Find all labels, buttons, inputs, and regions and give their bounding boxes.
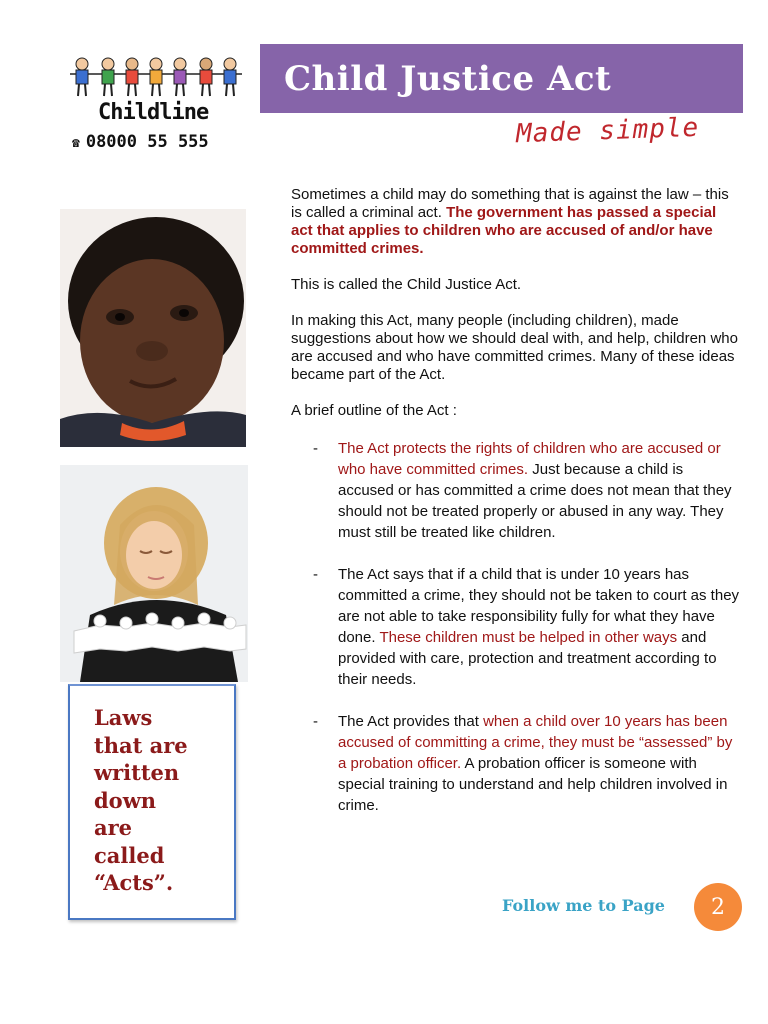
list-dash: - [313, 440, 318, 457]
suggestions-paragraph: In making this Act, many people (including children), made suggestions about how we should deal with, and help, children who are accused and who have committed crimes. Many of these ideas became part of the Act. [291, 312, 738, 383]
list-item-highlight: These children must be helped in other ways [379, 629, 678, 646]
page-title: Child Justice Act [284, 58, 612, 99]
body-content [291, 186, 741, 837]
logo-phone-number: 08000 55 555 [85, 132, 209, 152]
callout-line: written [94, 760, 180, 785]
list-item-text: A probation officer is someone with special training to understand and help children involved in crime. [338, 755, 728, 814]
callout-line: called [94, 842, 165, 868]
list-item-text: and provided with care, protection and treatment according to their needs. [338, 629, 717, 688]
phone-icon: ☎ [72, 136, 80, 151]
list-item-highlight: when a child over 10 years has been accused of committing a crime, they must be “assessed” by a probation officer. [338, 713, 733, 772]
follow-link[interactable]: Follow me to Page [502, 896, 665, 915]
act-name-paragraph: This is called the Child Justice Act. [291, 276, 522, 293]
list-dash: - [313, 566, 318, 583]
callout-line: “Acts”. [94, 870, 174, 895]
logo-phone [72, 132, 209, 152]
callout-line: down [94, 787, 157, 813]
intro-text: Sometimes a child may do something that is against the law – this is called a criminal act. [291, 186, 729, 221]
list-dash: - [313, 713, 318, 730]
intro-highlight: The government has passed a special act that applies to children who are accused of and/or have committed crimes. [291, 204, 717, 257]
callout-line: that are [94, 732, 188, 758]
list-item [291, 711, 741, 816]
outline-heading: A brief outline of the Act : [291, 402, 457, 419]
outline-list [291, 438, 741, 816]
list-item-highlight: The Act protects the rights of children who are accused or who have committed crimes. [338, 440, 721, 478]
page-subtitle: Made simple [515, 112, 700, 150]
intro-paragraph [291, 186, 741, 258]
page-number-badge[interactable]: 2 [694, 883, 742, 931]
children-chain-icon [66, 52, 246, 102]
title-bar [260, 44, 743, 113]
callout-line: Laws [94, 705, 153, 730]
girl-photo [60, 465, 248, 682]
list-item-text: Just because a child is accused or has committed a crime does not mean that they should not be treated properly or abused in any way. They must still be treated like children. [338, 461, 732, 541]
list-item-text: The Act says that if a child that is under 10 years has committed a crime, they should not be taken to court as they are not able to take responsibility fully for what they have done. [338, 566, 740, 646]
list-item [291, 564, 741, 690]
list-item [291, 438, 741, 543]
childline-logo [60, 50, 250, 168]
callout-box [68, 684, 236, 920]
list-item-text: The Act provides that [338, 713, 479, 730]
callout-line: are [94, 815, 133, 840]
callout-text [94, 704, 234, 897]
boy-photo [60, 209, 246, 447]
logo-name: Childline [98, 100, 209, 125]
